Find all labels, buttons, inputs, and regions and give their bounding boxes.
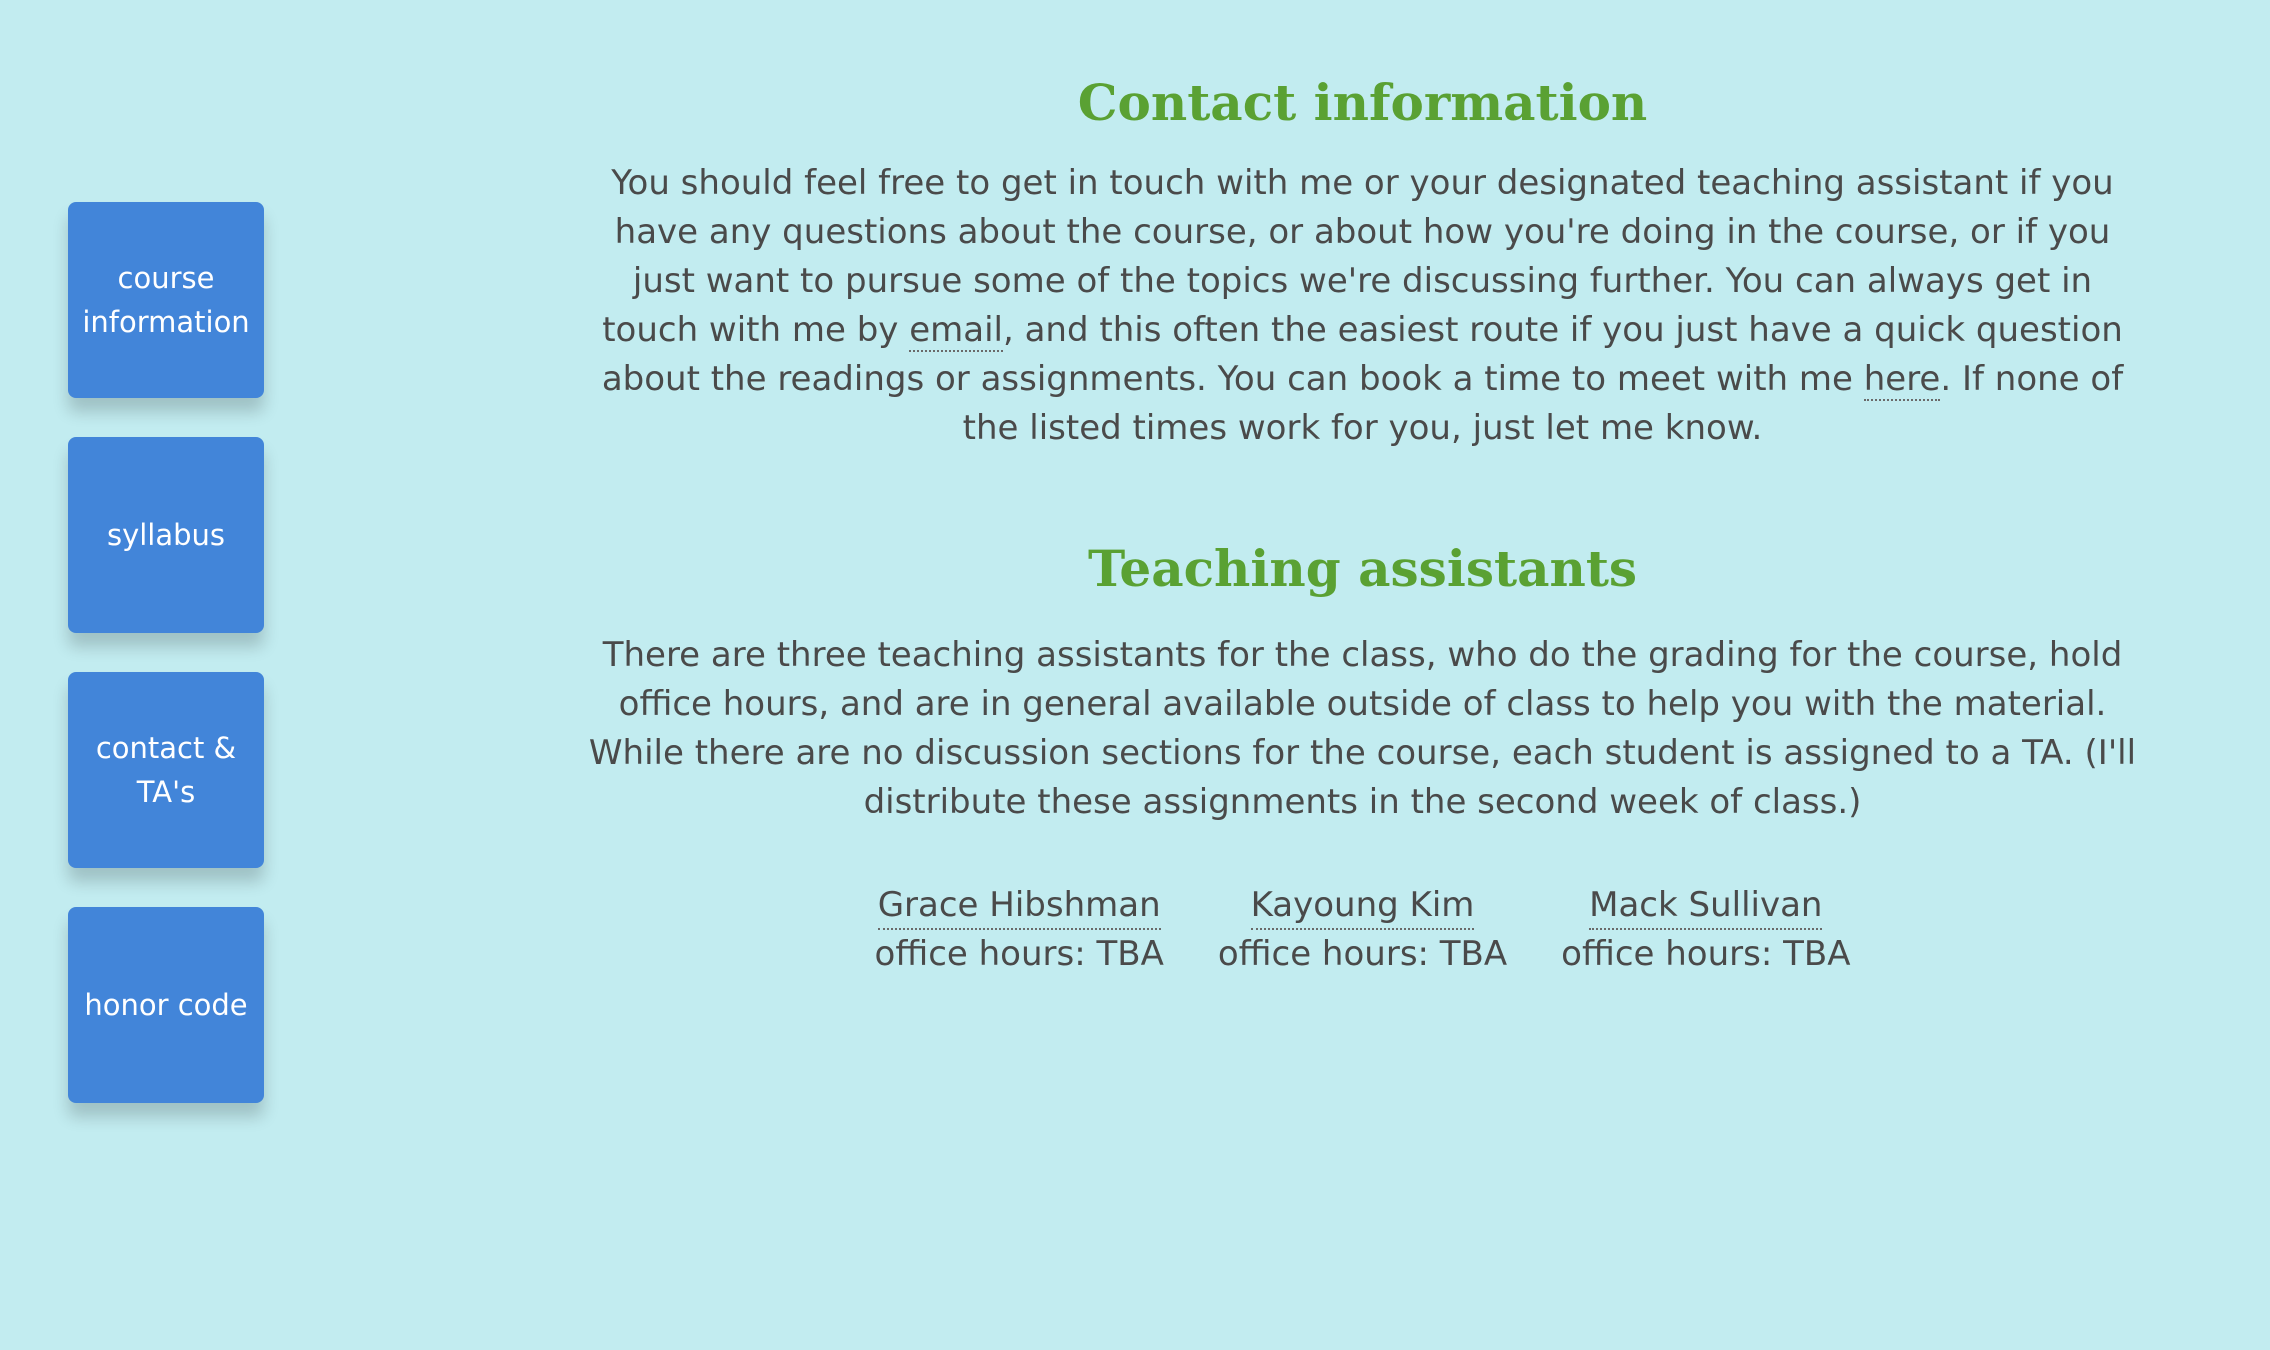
contact-section	[580, 0, 2145, 453]
ta-office-hours: office hours: TBA	[1217, 934, 1508, 974]
ta-description: There are three teaching assistants for the class, who do the grading for the course, hold office hours, and are in general available outside of class to help you with the material. While there are no discussion sections for the course, each student is assigned to a TA. (I'll distribute these assignments in the second week of class.)	[588, 635, 2137, 822]
ta-name-link[interactable]: Mack Sullivan	[1589, 883, 1822, 930]
nav-button-label: course information	[82, 261, 250, 339]
sidebar-nav	[68, 202, 264, 1142]
nav-button-honor-code[interactable]	[68, 907, 264, 1103]
nav-button-label: honor code	[84, 988, 248, 1022]
contact-paragraph	[580, 159, 2145, 453]
contact-text-2: , and this often the easiest route if you just have a quick question about the readings or assignments. You can book a time to meet with me	[601, 310, 2123, 399]
nav-button-syllabus[interactable]	[68, 437, 264, 633]
ta-card	[1218, 883, 1507, 979]
nav-button-course-information[interactable]	[68, 202, 264, 398]
nav-button-label: syllabus	[106, 518, 226, 552]
ta-name-link[interactable]: Kayoung Kim	[1251, 883, 1475, 930]
main-content	[580, 0, 2145, 979]
nav-button-contact-tas[interactable]	[68, 672, 264, 868]
ta-card	[875, 883, 1164, 979]
ta-section	[580, 539, 2145, 979]
ta-heading: Teaching assistants	[1087, 539, 1638, 598]
contact-text-3: . If none of the listed times work for you, just let me know.	[962, 359, 2124, 448]
contact-heading: Contact information	[1077, 73, 1648, 132]
booking-link[interactable]: here	[1863, 359, 1941, 399]
ta-office-hours: office hours: TBA	[1561, 934, 1851, 974]
contact-text-1: You should feel free to get in touch with me or your designated teaching assistant if you have any questions about the course, or about how you're doing in the course, or if you just want to pursue some of the topics we're discussing further. You can always get in touch with me by	[602, 163, 2114, 350]
ta-name-link[interactable]: Grace Hibshman	[878, 883, 1161, 930]
ta-card	[1561, 883, 1850, 979]
ta-list	[580, 883, 2145, 979]
nav-button-label: contact & TA's	[95, 731, 237, 809]
ta-office-hours: office hours: TBA	[874, 934, 1164, 974]
email-link[interactable]: email	[909, 310, 1003, 350]
